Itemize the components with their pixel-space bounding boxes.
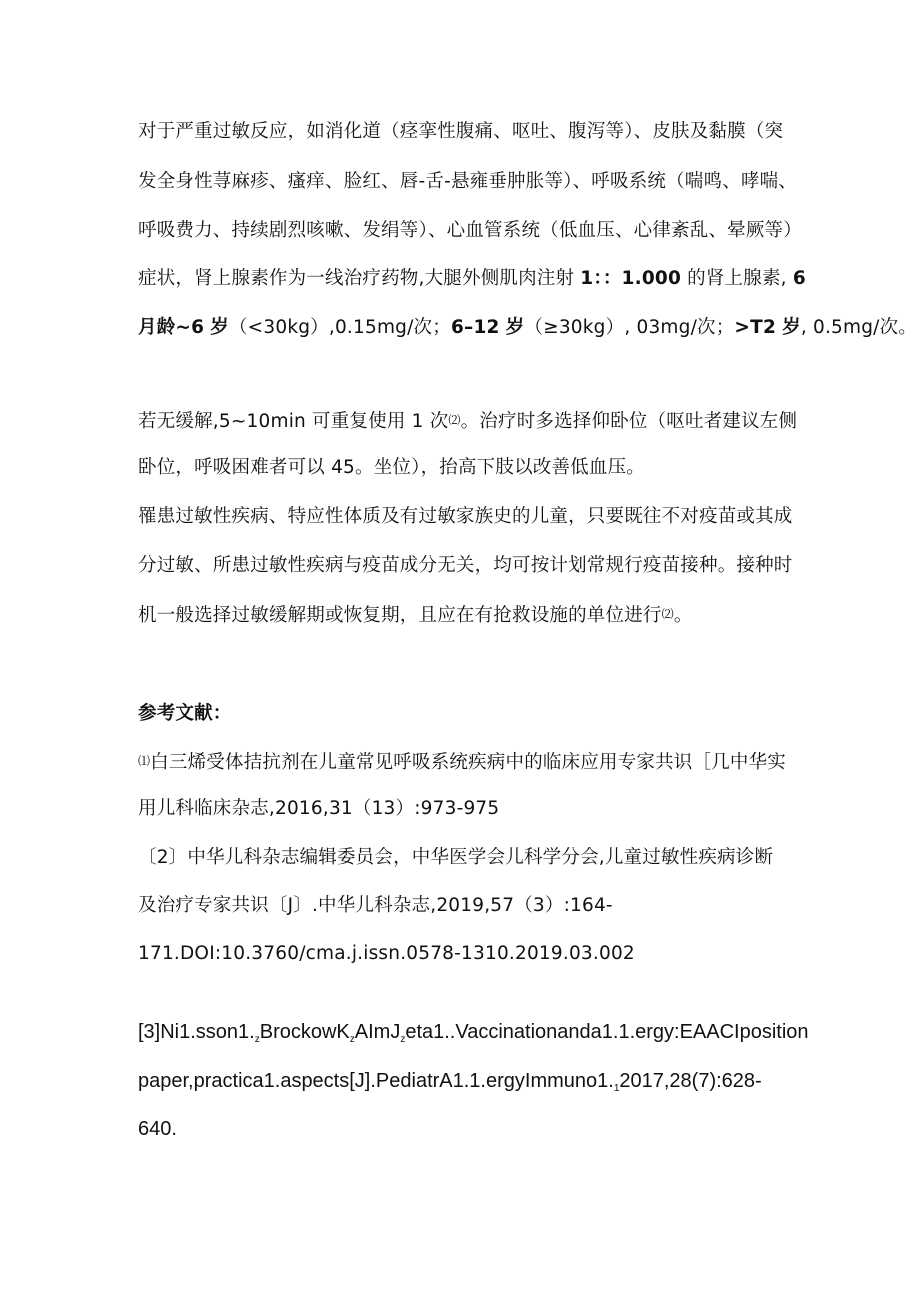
text-span: 。治疗时多选择仰卧位（呕吐者建议左侧 — [460, 411, 798, 432]
paragraph-3-line-1: 罹患过敏性疾病、特应性体质及有过敏家族史的儿童，只要既往不对疫苗或其成 — [138, 506, 793, 527]
dosage-ratio: 1：：1.000 — [580, 268, 682, 289]
paragraph-1-line-2: 发全身性荨麻疹、瘙痒、脸红、唇-舌-悬雍垂肿胀等）、呼吸系统（喘鸣、哮喘、 — [138, 171, 798, 192]
reference-1-line-1 — [138, 748, 786, 776]
text-span: 岁 — [505, 317, 525, 338]
citation-ref: ⑵ — [661, 607, 674, 621]
text-span: 岁 — [782, 317, 801, 338]
text-span: 若无缓解,5~10min 可重复使用 1 次 — [138, 411, 449, 432]
dose-1: （<30kg）,0.15mg/次； — [228, 317, 451, 338]
dose-3: , 0.5mg/次。 — [800, 317, 917, 338]
reference-2-line-3: 171.DOI:10.3760/cma.j.issn.0578-1310.2019.03.002 — [138, 943, 635, 964]
subscript: z — [254, 1034, 260, 1045]
text-span: 月龄 — [138, 317, 176, 338]
subscript: 1 — [613, 1083, 620, 1094]
citation-ref: ⑵ — [448, 413, 461, 427]
text-span: 症状，肾上腺素作为一线治疗药物, — [138, 268, 425, 289]
text-span: 机一般选择过敏缓解期或恢复期，且应在有抢救设施的单位进行 — [138, 605, 662, 626]
references-heading: 参考文献： — [138, 703, 232, 724]
reference-marker: ⑴ — [138, 754, 151, 768]
age-value: 6 — [792, 268, 806, 289]
text-span: 岁 — [210, 317, 229, 338]
subscript: z — [349, 1034, 355, 1045]
subscript: z — [400, 1034, 406, 1045]
paragraph-1-line-3: 呼吸费力、持续剧烈咳嗽、发绢等）、心血管系统（低血压、心律紊乱、晕厥等） — [138, 220, 802, 241]
reference-3-line-1 — [138, 1019, 809, 1053]
age-range: 6–12 — [450, 317, 500, 338]
reference-1-line-2: 用儿科临床杂志,2016,31（13）:973-975 — [138, 798, 500, 819]
reference-2-line-1: 〔2〕中华儿科杂志编辑委员会，中华医学会儿科学分会,儿童过敏性疾病诊断 — [138, 847, 774, 868]
reference-3-line-2 — [138, 1068, 762, 1102]
text-span: 2017,28(7):628- — [619, 1070, 762, 1092]
reference-3-line-3: 640. — [138, 1118, 177, 1140]
text-span: 大腿外侧肌肉注射 — [424, 268, 575, 289]
text-span: 白三烯受体拮抗剂在儿童常见呼吸系统疾病中的临床应用专家共识［几中华实 — [150, 752, 787, 773]
text-span: 的肾上腺素, — [687, 268, 787, 289]
dose-2: （≥30kg）, 03mg/次； — [524, 317, 735, 338]
paragraph-3-line-2: 分过敏、所患过敏性疾病与疫苗成分无关，均可按计划常规行疫苗接种。接种时 — [138, 555, 793, 576]
paragraph-2-line-1 — [138, 407, 797, 435]
paragraph-3-line-3 — [138, 601, 693, 629]
reference-2-line-2: 及治疗专家共识〔J〕.中华儿科杂志,2019,57（3）:164- — [138, 895, 613, 916]
text-span: [3]Ni1.sson1. — [138, 1021, 255, 1043]
paragraph-1-line-4 — [138, 266, 806, 292]
text-span: eta1..Vaccinationanda1.1.ergy:EAACIposition — [405, 1021, 809, 1043]
age-range: ~6 — [175, 317, 205, 338]
text-span: paper,practica1.aspects[J].PediatrA1.1.ergyImmuno1. — [138, 1070, 614, 1092]
text-span: BrockowK — [259, 1021, 350, 1043]
paragraph-1-line-5 — [138, 315, 917, 341]
age-range: >T2 — [734, 317, 777, 338]
text-span: 。 — [673, 605, 693, 626]
paragraph-2-line-2: 卧位，呼吸困难者可以 45。坐位），抬高下肢以改善低血压。 — [138, 457, 645, 478]
paragraph-1-line-1: 对于严重过敏反应，如消化道（痉挛性腹痛、呕吐、腹泻等）、皮肤及黏膜（突 — [138, 121, 784, 142]
text-span: AImJ — [354, 1021, 401, 1043]
